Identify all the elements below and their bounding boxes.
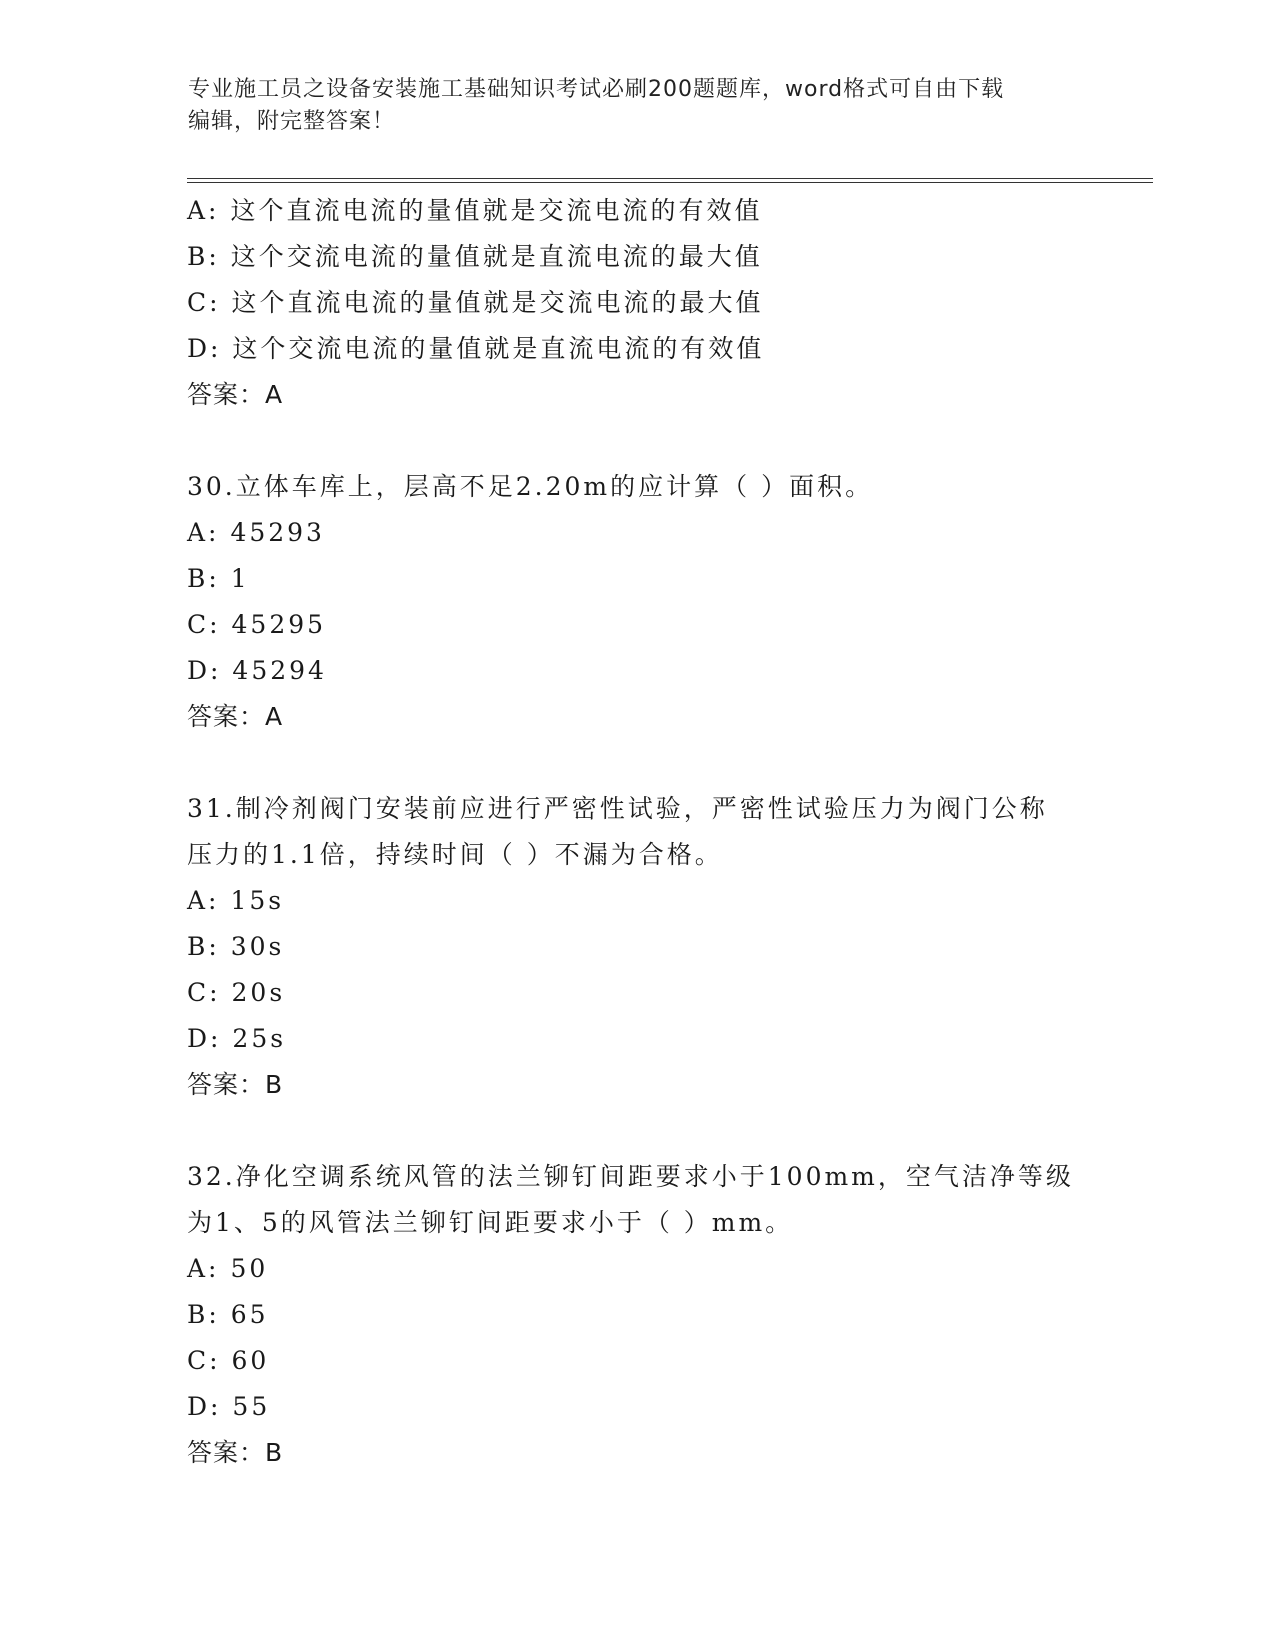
option-text: 这个直流电流的量值就是交流电流的有效值	[230, 196, 763, 225]
question-text-line-2: 压力的1.1倍，持续时间（ ）不漏为合格。	[187, 840, 723, 869]
option-a	[187, 878, 1087, 924]
question-text-line-1: 31.制冷剂阀门安装前应进行严密性试验，严密性试验压力为阀门公称	[187, 794, 1048, 823]
option-letter: B:	[187, 1300, 220, 1329]
option-text: 1	[230, 564, 250, 593]
answer: 答案：B	[187, 1438, 284, 1467]
option-text: 这个直流电流的量值就是交流电流的最大值	[231, 288, 764, 317]
question-text-line-2: 为1、5的风管法兰铆钉间距要求小于（ ）mm。	[187, 1208, 794, 1237]
option-text: 30s	[230, 932, 285, 961]
option-text: 25s	[232, 1024, 287, 1053]
option-c	[187, 970, 1087, 1016]
option-text: 60	[231, 1346, 270, 1375]
header-divider-top	[187, 178, 1153, 179]
option-letter: D:	[187, 656, 222, 685]
option-text: 20s	[231, 978, 286, 1007]
spacer	[187, 1108, 1087, 1154]
question-text-line-1: 32.净化空调系统风管的法兰铆钉间距要求小于100mm，空气洁净等级	[187, 1162, 1074, 1191]
spacer	[187, 418, 1087, 464]
option-d	[187, 326, 1087, 372]
option-letter: C:	[187, 610, 221, 639]
option-letter: B:	[187, 564, 220, 593]
option-text: 15s	[230, 886, 285, 915]
option-letter: D:	[187, 1024, 222, 1053]
option-d	[187, 1384, 1087, 1430]
option-letter: A:	[187, 518, 220, 547]
option-text: 65	[230, 1300, 269, 1329]
option-text: 这个交流电流的量值就是直流电流的有效值	[232, 334, 765, 363]
option-c	[187, 602, 1087, 648]
option-c	[187, 1338, 1087, 1384]
question-content	[187, 188, 1087, 1476]
option-a	[187, 1246, 1087, 1292]
option-letter: B:	[187, 242, 220, 271]
option-text: 45293	[230, 518, 325, 547]
option-a	[187, 510, 1087, 556]
option-letter: A:	[187, 886, 220, 915]
option-b	[187, 1292, 1087, 1338]
option-letter: D:	[187, 334, 222, 363]
option-letter: C:	[187, 1346, 221, 1375]
option-letter: A:	[187, 1254, 220, 1283]
header-line-1: 专业施工员之设备安装施工基础知识考试必刷200题题库，word格式可自由下载	[188, 77, 1005, 102]
header-divider-bottom	[187, 182, 1153, 183]
answer: 答案：A	[187, 380, 284, 409]
document-header	[188, 74, 1088, 138]
option-text: 45295	[231, 610, 327, 639]
option-letter: C:	[187, 288, 221, 317]
option-d	[187, 1016, 1087, 1062]
answer: 答案：B	[187, 1070, 284, 1099]
spacer	[187, 740, 1087, 786]
answer: 答案：A	[187, 702, 284, 731]
question-31	[187, 786, 1087, 1108]
option-text: 这个交流电流的量值就是直流电流的最大值	[230, 242, 763, 271]
option-b	[187, 556, 1087, 602]
option-text: 45294	[232, 656, 327, 685]
option-a	[187, 188, 1087, 234]
option-letter: C:	[187, 978, 221, 1007]
question-32	[187, 1154, 1087, 1476]
option-b	[187, 234, 1087, 280]
question-29	[187, 188, 1087, 418]
option-d	[187, 648, 1087, 694]
option-letter: B:	[187, 932, 220, 961]
option-text: 50	[230, 1254, 269, 1283]
option-letter: A:	[187, 196, 220, 225]
question-30	[187, 464, 1087, 740]
option-c	[187, 280, 1087, 326]
option-text: 55	[232, 1392, 271, 1421]
option-b	[187, 924, 1087, 970]
header-line-2: 编辑，附完整答案！	[188, 109, 396, 134]
question-text: 30.立体车库上，层高不足2.20m的应计算（ ）面积。	[187, 472, 874, 501]
option-letter: D:	[187, 1392, 222, 1421]
